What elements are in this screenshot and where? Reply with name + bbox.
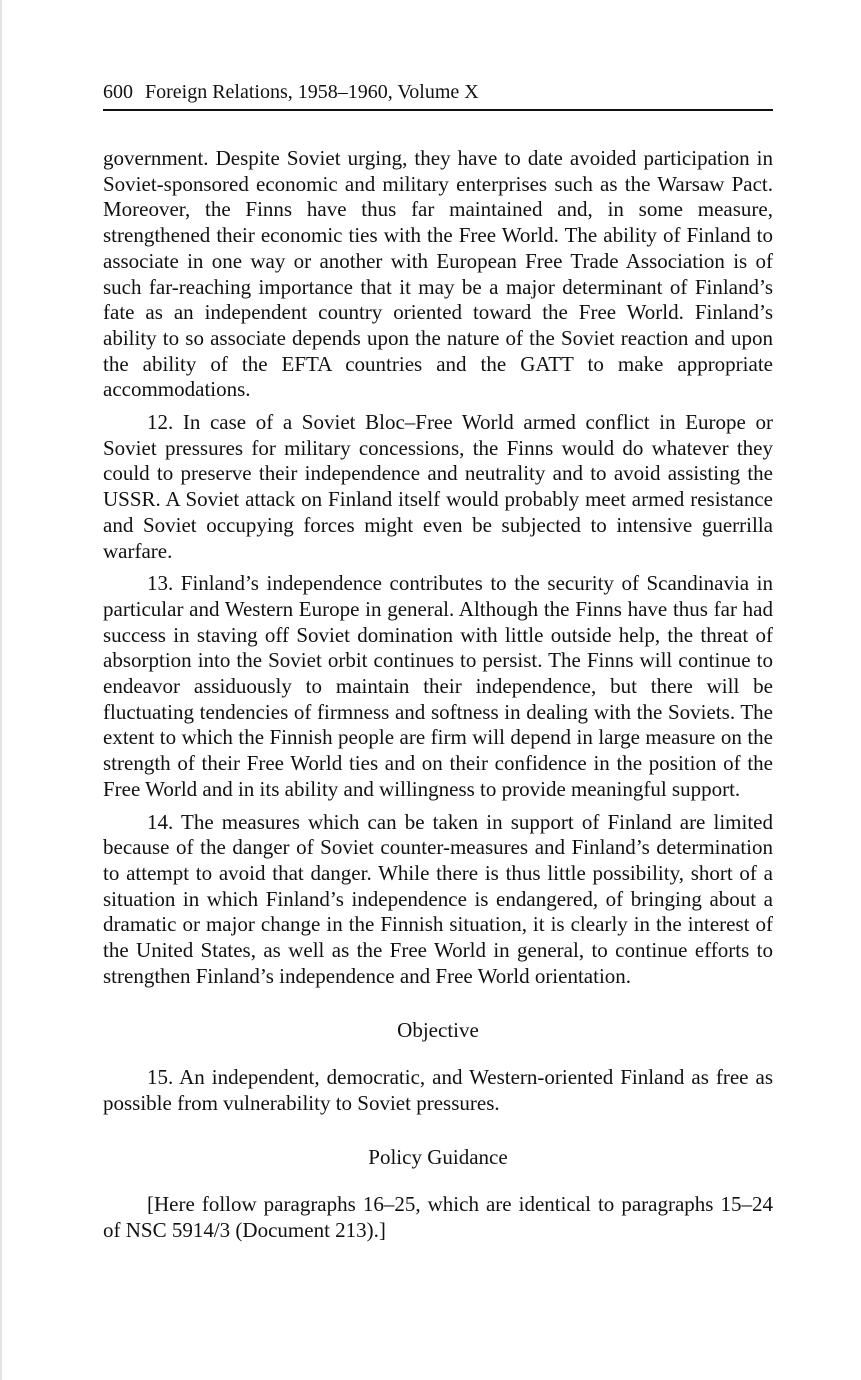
section-heading-objective: Objective — [397, 1017, 479, 1042]
page-edge — [0, 0, 2, 1380]
paragraph-14: 14. The measures which can be taken in support of Finland are limited because of the danger of Soviet counter-measures and Finland’s determination to attempt to avoid that danger. While there is thus little possibility, short of a situation in which Finland’s independence is endangered, of bringing about a dramatic or major change in the Finnish situation, it is clearly in the interest of the United States, as well as the Free World in general, to continue efforts to strengthen Finland’s independence and Free World orientation. — [103, 809, 773, 988]
paragraph-continuation: government. Despite Soviet urging, they have to date avoided participation in Soviet-sponsored economic and military enterprises such as the Warsaw Pact. Moreover, the Finns have thus far maintained and, in some measure, strengthened their economic ties with the Free World. The ability of Finland to associate in one way or another with European Free Trade Association is of such far-reaching importance that it may be a major determinant of Finland’s fate as an independent country oriented toward the Free World. Finland’s ability to so associate depends upon the nature of the Soviet reaction and upon the ability of the EFTA countries and the GATT to make appropriate accommodations. — [103, 146, 773, 402]
body-text — [103, 146, 773, 1244]
section-heading-policy-guidance: Policy Guidance — [368, 1144, 508, 1169]
paragraph-13: 13. Finland’s independence contributes to the security of Scandinavia in particular and Western Europe in general. Although the Finns have thus far had success in staving off Soviet domination with little outside help, the threat of absorption into the Soviet orbit continues to persist. The Finns will continue to endeavor assiduously to maintain their independence, but there will be fluctuating tendencies of firmness and softness in dealing with the Soviets. The extent to which the Finnish people are firm will depend in large measure on the strength of their Free World ties and on their confidence in the position of the Free World and in its ability and willingness to provide meaningful support. — [103, 571, 773, 801]
running-title: Foreign Relations, 1958–1960, Volume X — [145, 81, 479, 103]
running-header — [103, 76, 773, 108]
header-rule — [103, 109, 773, 111]
paragraph-12: 12. In case of a Soviet Bloc–Free World armed conflict in Europe or Soviet pressures for military concessions, the Finns would do whatever they could to preserve their independence and neutrality and to avoid assisting the USSR. A Soviet attack on Finland itself would probably meet armed resistance and Soviet occupying forces might even be subjected to intensive guerrilla warfare. — [103, 410, 773, 563]
page-number: 600 — [103, 81, 133, 103]
paragraph-15: 15. An independent, democratic, and Western-oriented Finland as free as possible from vulnerability to Soviet pressures. — [103, 1065, 773, 1115]
editorial-note: [Here follow paragraphs 16–25, which are identical to paragraphs 15–24 of NSC 5914/3 (Document 213).] — [103, 1192, 773, 1243]
